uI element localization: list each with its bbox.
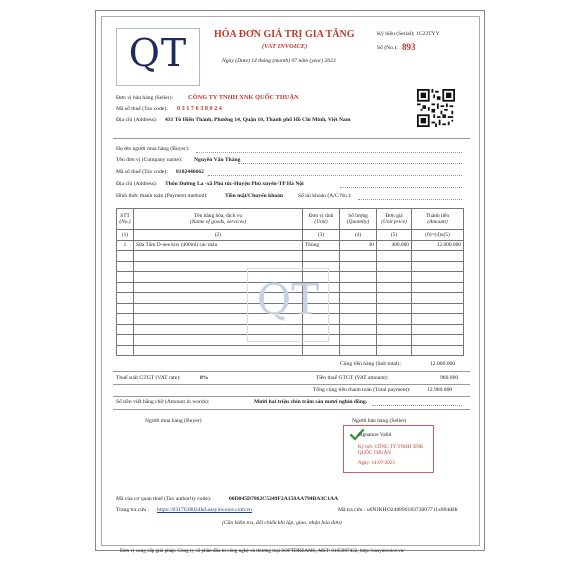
header-quantity-en: (Quantity) xyxy=(346,219,370,225)
header-unit xyxy=(303,209,340,230)
watermark-logo xyxy=(247,268,329,342)
company-logo xyxy=(116,28,200,86)
totals-divider xyxy=(113,396,470,397)
vat-amount: 960.000 xyxy=(440,375,459,381)
header-goods-label: Tên hàng hóa, dịch vụ xyxy=(193,213,243,219)
logo-mark: QT xyxy=(128,31,188,75)
payment-method: Tiền mặt/Chuyển khoản xyxy=(225,193,284,199)
header-no-en: (No.) xyxy=(119,219,131,225)
tax-authority-code: 00D045D7862C5249F2A158AA794BA3C1AA xyxy=(229,496,339,502)
buyer-tax-label: Mã số thuế (Tax code): xyxy=(116,169,168,175)
payment-method-label: Hình thức thanh toán (Payment method): xyxy=(116,193,208,199)
vat-amount-label: Tiền thuế GTGT (VAT amount): xyxy=(316,375,389,381)
seller-name-label: Đơn vị bán hàng (Seller): xyxy=(116,95,174,101)
seller-signature-label: Người bán hàng (Seller) xyxy=(352,418,407,424)
provider-note: Đơn vị cung cấp giải pháp: Công ty cổ phần đầu tư công nghệ và thương mại SOFTDREAMS, MST: 0105987432, http://easyinvoice.vn/ xyxy=(120,548,405,554)
table-row xyxy=(117,240,464,251)
code-cell: (4) xyxy=(340,230,377,241)
invoice-number-label: Số (No.): xyxy=(377,45,398,51)
header-unit-en: (Unit) xyxy=(314,219,328,225)
totals-divider xyxy=(113,409,470,410)
tax-authority-label: Mã của cơ quan thuế (Tax authority code): xyxy=(116,496,212,502)
subtotal-value: 12.000.000 xyxy=(430,361,456,367)
account-number-label: Số tài khoản (A/C No.): xyxy=(298,193,352,199)
header-amount-en: (Amount) xyxy=(427,219,448,225)
seller-tax-label: Mã số thuế (Tax code): xyxy=(116,106,168,112)
amount-words-label: Số tiền viết bằng chữ (Amount in words): xyxy=(116,399,210,405)
invoice-date: Ngày (Date) 14 tháng (month) 07 năm (year) 2023 xyxy=(222,58,336,64)
seller-address: 431 Tô Hiến Thành, Phường 14, Quận 10, Thành phố Hồ Chí Minh, Việt Nam xyxy=(165,117,351,123)
table-code-row xyxy=(117,230,464,241)
buyer-company-label: Tên đơn vị (Company name): xyxy=(116,157,183,163)
signed-date: Ngày: 14-07-2023 xyxy=(358,461,395,466)
lookup-label: Trang tra cứu : xyxy=(116,507,150,513)
serial-number: Ký hiệu (Serial): 1C23TYY xyxy=(377,31,440,37)
header-goods-en: (Name of goods, services) xyxy=(190,219,246,225)
code-cell: (2) xyxy=(134,230,303,241)
amount-words: Mười hai triệu chín trăm sáu mươi nghìn đồng. xyxy=(254,399,368,405)
header-price-label: Đơn giá xyxy=(385,213,403,219)
subtotal-label: Cộng tiền hàng (Sub total): xyxy=(340,361,401,367)
totals-divider xyxy=(113,371,470,372)
empty-row xyxy=(117,345,464,356)
row-quantity: 30 xyxy=(340,240,377,251)
buyer-name-label: Họ tên người mua hàng (Buyer): xyxy=(116,146,190,152)
header-no xyxy=(117,209,134,230)
header-goods xyxy=(134,209,303,230)
watermark-mark: QT xyxy=(256,275,320,324)
row-no: 1 xyxy=(117,240,134,251)
table-header-row xyxy=(117,209,464,230)
buyer-company-line xyxy=(238,163,462,164)
total-payment: 12.960.000 xyxy=(427,387,453,393)
code-cell: (3) xyxy=(303,230,340,241)
vat-rate-label: Thuế suất GTGT (VAT rate): xyxy=(116,375,181,381)
signed-by: Ký bởi: CÔNG TY TNHH XNK QUỐC THUẬN xyxy=(358,445,424,456)
buyer-name-line xyxy=(196,152,462,153)
verification-note: (Cần kiểm tra, đối chiếu khi lập, giao, nhận hóa đơn) xyxy=(222,520,342,526)
amount-words-line xyxy=(372,405,462,406)
seller-name: CÔNG TY TNHH XNK QUỐC THUẬN xyxy=(188,94,299,101)
vat-rate: 8% xyxy=(200,375,209,381)
row-unit-price: 400.000 xyxy=(377,240,412,251)
seller-address-label: Địa chỉ (Address): xyxy=(116,117,158,123)
buyer-address-line xyxy=(340,187,462,188)
qr-code xyxy=(417,89,455,127)
invoice-title: HÓA ĐƠN GIÁ TRỊ GIA TĂNG xyxy=(214,29,355,40)
buyer-company: Nguyễn Văn Thắng xyxy=(194,157,241,163)
lookup-link[interactable]: https://0317638024hd.easyinvoice.com.vn xyxy=(157,507,252,513)
header-quantity xyxy=(340,209,377,230)
header-amount-label: Thành tiền xyxy=(425,213,450,219)
header-unit-label: Đơn vị tính xyxy=(308,213,334,219)
buyer-tax-code: 8102446662 xyxy=(176,169,204,175)
total-payment-label: Tổng cộng tiền thanh toán (Total payment): xyxy=(313,387,411,393)
row-goods: Sữa Tắm D-nee kirs (400ml) các màu xyxy=(134,240,303,251)
empty-row xyxy=(117,251,464,262)
header-no-label: STT xyxy=(120,213,130,219)
header-quantity-label: Số lượng xyxy=(348,213,368,219)
account-number-line xyxy=(358,199,462,200)
seller-tax-code: 0 3 1 7 6 3 8 0 2 4 xyxy=(177,105,222,112)
buyer-tax-line xyxy=(208,175,462,176)
row-unit: Thùng xyxy=(303,240,340,251)
buyer-address: Thôn Đường La -xã Phú túc-Huyện Phú xuyên-TP Hà Nội xyxy=(165,181,304,187)
invoice-number: 893 xyxy=(402,42,416,52)
buyer-signature-label: Người mua hàng (Buyer) xyxy=(145,418,202,424)
header-amount xyxy=(412,209,464,230)
buyer-address-label: Địa chỉ (Address): xyxy=(116,181,158,187)
row-amount: 12.000.000 xyxy=(412,240,464,251)
code-cell: (1) xyxy=(117,230,134,241)
invoice-subtitle: (VAT INVOICE) xyxy=(262,43,308,50)
section-divider xyxy=(113,138,470,139)
code-cell: (6)=(4)x(5) xyxy=(412,230,464,241)
header-unit-price xyxy=(377,209,412,230)
totals-divider xyxy=(113,384,470,385)
header-price-en: (Unit price) xyxy=(381,219,407,225)
lookup-code: Mã tra cứu : u6NJKHO24889618373007711x894dHr xyxy=(338,507,458,513)
code-cell: (5) xyxy=(377,230,412,241)
signature-valid: Signature Valid xyxy=(358,432,392,438)
